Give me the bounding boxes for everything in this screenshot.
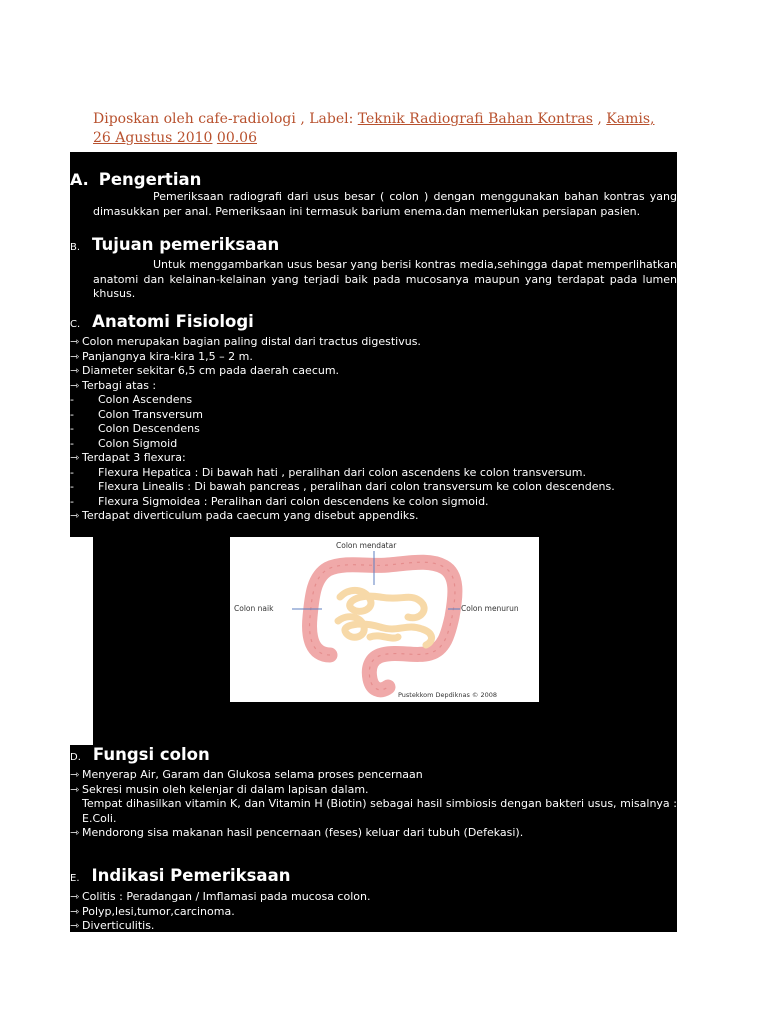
bullet-icon: ⇾ xyxy=(58,797,68,810)
small-intestine xyxy=(338,590,432,645)
section-heading xyxy=(70,170,677,190)
figure-credit: Pustekkom Depdiknas © 2008 xyxy=(398,691,498,699)
sub-list-item xyxy=(70,466,677,481)
list-item xyxy=(70,783,677,798)
list-item xyxy=(70,379,677,394)
dash-icon: - xyxy=(70,422,74,435)
dash-icon: - xyxy=(70,480,74,493)
colon-diagram xyxy=(230,537,539,702)
section-title: Tujuan pemeriksaan xyxy=(92,235,280,254)
section-title: Anatomi Fisiologi xyxy=(92,312,254,331)
colon-illustration xyxy=(230,537,539,702)
dash-icon: - xyxy=(70,393,74,406)
section-heading xyxy=(70,745,677,768)
section-anatomi xyxy=(70,312,677,524)
section-letter: B. xyxy=(70,242,81,253)
list-item-text: Diverticulitis. xyxy=(82,919,155,932)
section-letter: A. xyxy=(70,170,89,189)
sub-list-item xyxy=(70,480,677,495)
section-heading xyxy=(70,235,677,258)
list-item xyxy=(70,768,677,783)
list-item-text: Tempat dihasilkan vitamin K, dan Vitamin H (Biotin) sebagai hasil simbiosis dengan bakteri usus, misalnya : E.Coli. xyxy=(82,797,677,825)
sub-list-item xyxy=(70,437,677,452)
bullet-icon: ⇾ xyxy=(70,364,80,377)
list-item-text: Sekresi musin oleh kelenjar di dalam lapisan dalam. xyxy=(82,782,369,796)
list-item-text: Colon merupakan bagian paling distal dari tractus digestivus. xyxy=(82,335,421,348)
list-item-text: Colon Ascendens xyxy=(98,393,193,406)
dash-icon: - xyxy=(70,407,74,421)
bullet-icon: ⇾ xyxy=(70,509,80,522)
sub-list-item xyxy=(70,393,677,408)
time-link[interactable]: 00.06 xyxy=(216,130,257,146)
section-indikasi xyxy=(70,866,677,934)
section-text: Untuk menggambarkan usus besar yang berisi kontras media,sehingga dapat memperlihatkan anatomi dan kelainan-kelainan yang terjadi baik pada mucosanya maupun yang terdapat pada lumen khusus. xyxy=(93,258,677,300)
section-letter: D. xyxy=(70,752,81,763)
section-text: Pemeriksaan radiografi dari usus besar ( colon ) dengan menggunakan bahan kontras yang dimasukkan per anal. Pemeriksaan ini termasuk barium enema.dan memerlukan persiapan pasien. xyxy=(93,190,677,218)
label-colon-naik: Colon naik xyxy=(234,604,274,613)
dash-icon: - xyxy=(70,494,74,508)
bullet-icon: ⇾ xyxy=(70,768,80,781)
list-item xyxy=(70,890,677,905)
list-item-text: Flexura Sigmoidea : Peralihan dari colon descendens ke colon sigmoid. xyxy=(98,494,489,508)
list-item-text: Menyerap Air, Garam dan Glukosa selama proses pencernaan xyxy=(82,768,423,781)
section-heading xyxy=(70,312,677,335)
list-item xyxy=(70,919,677,934)
list-item-text: Terdapat diverticulum pada caecum yang disebut appendiks. xyxy=(82,509,419,522)
bullet-icon: ⇾ xyxy=(70,349,80,363)
list-item xyxy=(70,335,677,350)
section-heading xyxy=(70,866,677,889)
section-tujuan xyxy=(70,235,677,302)
bullet-icon: ⇾ xyxy=(70,451,80,464)
label-link[interactable]: Teknik Radiografi Bahan Kontras xyxy=(357,111,593,127)
list-item xyxy=(70,350,677,365)
list-item xyxy=(70,451,677,466)
section-pengertian xyxy=(70,170,677,219)
section-title: Indikasi Pemeriksaan xyxy=(91,866,291,885)
list-item-text: Flexura Hepatica : Di bawah hati , peralihan dari colon ascendens ke colon transversum. xyxy=(98,465,586,479)
list-item xyxy=(70,364,677,379)
bullet-icon: ⇾ xyxy=(70,890,80,903)
bullet-icon: ⇾ xyxy=(70,378,80,392)
list-item-text: Colitis : Peradangan / Imflamasi pada mucosa colon. xyxy=(82,890,371,903)
list-item-text: Flexura Linealis : Di bawah pancreas , peralihan dari colon transversum ke colon descendens. xyxy=(98,480,615,493)
post-byline xyxy=(93,110,673,148)
list-item xyxy=(70,905,677,920)
list-item-text: Terdapat 3 flexura: xyxy=(82,451,186,464)
list-item-text: Colon Descendens xyxy=(98,422,200,435)
section-letter: E. xyxy=(70,873,80,884)
list-item-text: Terbagi atas : xyxy=(82,378,157,392)
list-item-text: Colon Transversum xyxy=(98,407,203,421)
sub-list-item xyxy=(70,408,677,423)
bullet-icon: ⇾ xyxy=(70,904,80,918)
list-item xyxy=(70,826,677,841)
bullet-icon: ⇾ xyxy=(70,782,80,796)
label-colon-menurun: Colon menurun xyxy=(461,604,519,613)
list-item xyxy=(70,509,677,524)
dash-icon: - xyxy=(70,436,74,450)
list-item-text: Panjangnya kira-kira 1,5 – 2 m. xyxy=(82,349,253,363)
list-item-text: Polyp,lesi,tumor,carcinoma. xyxy=(82,904,235,918)
section-letter: C. xyxy=(70,319,81,330)
section-fungsi xyxy=(58,745,677,841)
label-colon-mendatar: Colon mendatar xyxy=(336,541,397,550)
list-item-text: Diameter sekitar 6,5 cm pada daerah caecum. xyxy=(82,364,340,377)
date-link[interactable]: Kamis, 26 Agustus 2010 xyxy=(93,111,655,146)
list-item-text: Mendorong sisa makanan hasil pencernaan (feses) keluar dari tubuh (Defekasi). xyxy=(82,826,524,839)
byline-prefix: Diposkan oleh cafe-radiologi , Label: xyxy=(93,111,358,127)
list-item xyxy=(58,797,677,826)
byline-separator: , xyxy=(592,111,607,127)
sub-list-item xyxy=(70,495,677,510)
sub-list-item xyxy=(70,422,677,437)
section-title: Pengertian xyxy=(98,170,202,189)
bullet-icon: ⇾ xyxy=(70,826,80,839)
bullet-icon: ⇾ xyxy=(70,335,80,348)
list-item-text: Colon Sigmoid xyxy=(98,436,178,450)
dash-icon: - xyxy=(70,465,74,479)
bullet-icon: ⇾ xyxy=(70,919,80,932)
section-title: Fungsi colon xyxy=(92,745,210,764)
